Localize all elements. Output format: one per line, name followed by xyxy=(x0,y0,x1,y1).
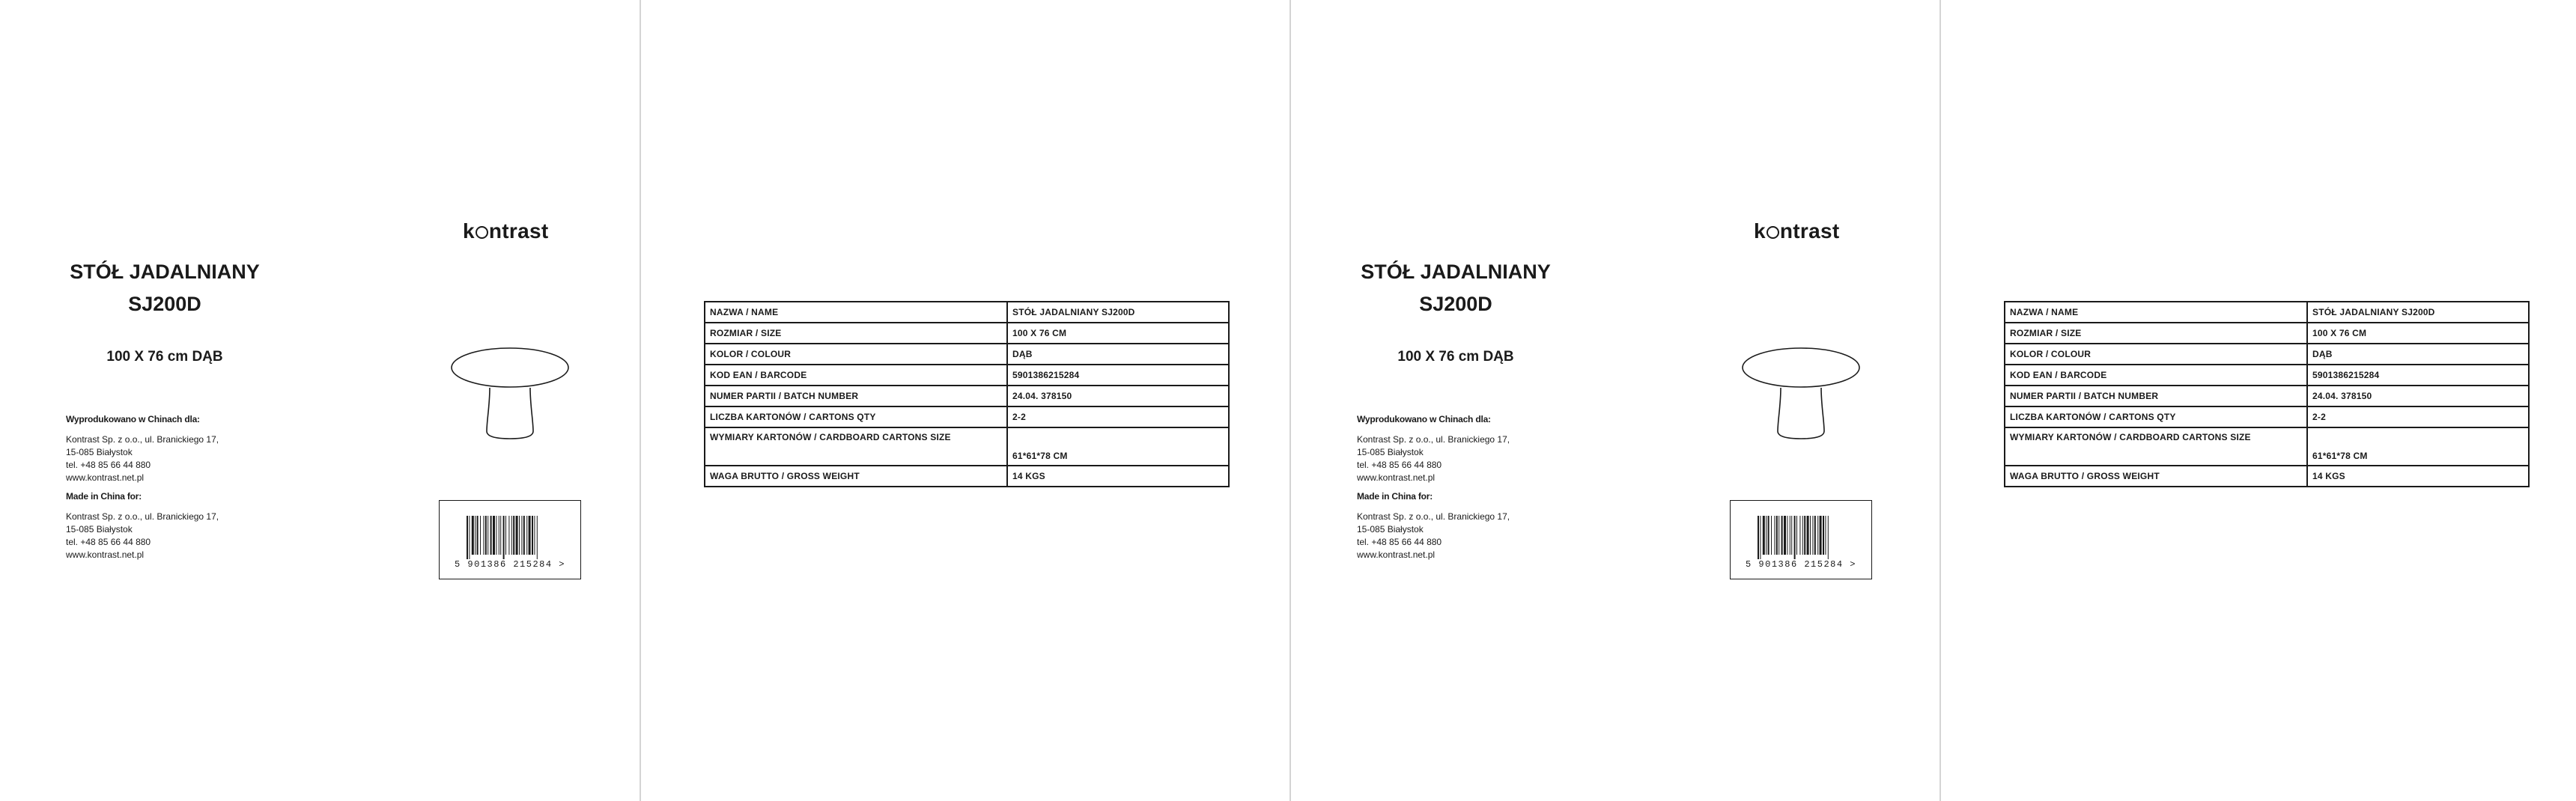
spec-value: 5901386215284 xyxy=(1007,365,1229,386)
table-row xyxy=(2005,466,2529,487)
address-line: www.kontrast.net.pl xyxy=(66,472,145,483)
spec-value: STÓŁ JADALNIANY SJ200D xyxy=(1007,302,1229,323)
spec-label: WYMIARY KARTONÓW / CARDBOARD CARTONS SIZE xyxy=(2005,427,2307,466)
front-label xyxy=(1291,0,1939,801)
spec-label: LICZBA KARTONÓW / CARTONS QTY xyxy=(705,406,1007,427)
spec-value: 2-2 xyxy=(2307,406,2529,427)
spec-label: NUMER PARTII / BATCH NUMBER xyxy=(2005,386,2307,406)
spec-panel-right xyxy=(1941,0,2576,801)
brand-logo: k ntrast xyxy=(463,219,549,243)
spec-value: 61*61*78 CM xyxy=(1007,427,1229,466)
barcode xyxy=(1730,500,1872,579)
spec-label: ROZMIAR / SIZE xyxy=(2005,323,2307,344)
spec-value: 100 X 76 CM xyxy=(2307,323,2529,344)
spec-table xyxy=(704,301,1230,487)
spec-label: WYMIARY KARTONÓW / CARDBOARD CARTONS SIZE xyxy=(705,427,1007,466)
manufacturer-heading-pl: Wyprodukowano w Chinach dla: xyxy=(1357,414,1491,424)
barcode xyxy=(439,500,581,579)
spec-panel-left xyxy=(641,0,1289,801)
spec-label: KOLOR / COLOUR xyxy=(2005,344,2307,365)
table-row xyxy=(705,406,1229,427)
spec-label: NUMER PARTII / BATCH NUMBER xyxy=(705,386,1007,406)
round-table-icon xyxy=(448,346,572,443)
address-line: tel. +48 85 66 44 880 xyxy=(1357,537,1442,547)
product-title-line1: STÓŁ JADALNIANY xyxy=(70,261,260,283)
spec-label: KOD EAN / BARCODE xyxy=(2005,365,2307,386)
address-line: www.kontrast.net.pl xyxy=(66,549,145,560)
address-line: www.kontrast.net.pl xyxy=(1357,472,1436,483)
spec-value: STÓŁ JADALNIANY SJ200D xyxy=(2307,302,2529,323)
table-row xyxy=(2005,302,2529,323)
manufacturer-heading-en: Made in China for: xyxy=(1357,491,1433,502)
manufacturer-heading-pl: Wyprodukowano w Chinach dla: xyxy=(66,414,200,424)
product-title-line1: STÓŁ JADALNIANY xyxy=(1361,261,1551,283)
brand-logo: k ntrast xyxy=(1754,219,1840,243)
manufacturer-info xyxy=(1357,413,1604,567)
logo-circle-icon xyxy=(1767,226,1779,239)
spec-value: 14 KGS xyxy=(1007,466,1229,487)
front-panel-left xyxy=(0,0,640,801)
spec-value: 24.04. 378150 xyxy=(1007,386,1229,406)
manufacturer-address-pl xyxy=(66,433,313,484)
table-row xyxy=(2005,406,2529,427)
address-line: 15-085 Białystok xyxy=(66,447,133,457)
address-line: 15-085 Białystok xyxy=(66,524,133,534)
spec-label: NAZWA / NAME xyxy=(2005,302,2307,323)
product-title-line2: SJ200D xyxy=(1419,293,1492,315)
spec-value: 5901386215284 xyxy=(2307,365,2529,386)
table-row xyxy=(705,344,1229,365)
address-line: Kontrast Sp. z o.o., ul. Branickiego 17, xyxy=(66,434,219,445)
spec-value: 61*61*78 CM xyxy=(2307,427,2529,466)
product-dimensions: 100 X 76 cm DĄB xyxy=(1397,349,1514,365)
address-line: tel. +48 85 66 44 880 xyxy=(66,460,151,470)
table-row xyxy=(2005,427,2529,466)
table-row xyxy=(705,302,1229,323)
manufacturer-address-en xyxy=(1357,511,1604,561)
table-row xyxy=(2005,365,2529,386)
address-line: tel. +48 85 66 44 880 xyxy=(1357,460,1442,470)
spec-label: KOLOR / COLOUR xyxy=(705,344,1007,365)
spec-value: 14 KGS xyxy=(2307,466,2529,487)
address-line: tel. +48 85 66 44 880 xyxy=(66,537,151,547)
address-line: Kontrast Sp. z o.o., ul. Branickiego 17, xyxy=(1357,434,1510,445)
spec-label: WAGA BRUTTO / GROSS WEIGHT xyxy=(2005,466,2307,487)
spec-value: DĄB xyxy=(2307,344,2529,365)
spec-label: LICZBA KARTONÓW / CARTONS QTY xyxy=(2005,406,2307,427)
spec-label: WAGA BRUTTO / GROSS WEIGHT xyxy=(705,466,1007,487)
table-row xyxy=(705,365,1229,386)
address-line: Kontrast Sp. z o.o., ul. Branickiego 17, xyxy=(66,511,219,522)
table-row xyxy=(2005,386,2529,406)
barcode-digits: 5 901386 215284 > xyxy=(1746,559,1856,570)
address-line: www.kontrast.net.pl xyxy=(1357,549,1436,560)
table-row xyxy=(705,386,1229,406)
front-label xyxy=(0,0,640,801)
table-row xyxy=(2005,344,2529,365)
table-row xyxy=(705,466,1229,487)
barcode-digits: 5 901386 215284 > xyxy=(455,559,565,570)
table-row xyxy=(705,427,1229,466)
spec-value: 2-2 xyxy=(1007,406,1229,427)
table-row xyxy=(705,323,1229,344)
address-line: 15-085 Białystok xyxy=(1357,447,1424,457)
product-dimensions: 100 X 76 cm DĄB xyxy=(106,349,223,365)
manufacturer-heading-en: Made in China for: xyxy=(66,491,142,502)
table-row xyxy=(2005,323,2529,344)
spec-label: ROZMIAR / SIZE xyxy=(705,323,1007,344)
round-table-icon xyxy=(1739,346,1863,443)
address-line: Kontrast Sp. z o.o., ul. Branickiego 17, xyxy=(1357,511,1510,522)
spec-value: 24.04. 378150 xyxy=(2307,386,2529,406)
logo-circle-icon xyxy=(476,226,488,239)
address-line: 15-085 Białystok xyxy=(1357,524,1424,534)
manufacturer-address-pl xyxy=(1357,433,1604,484)
manufacturer-address-en xyxy=(66,511,313,561)
spec-value: DĄB xyxy=(1007,344,1229,365)
product-title-line2: SJ200D xyxy=(128,293,201,315)
spec-label: NAZWA / NAME xyxy=(705,302,1007,323)
manufacturer-info xyxy=(66,413,313,567)
spec-label: KOD EAN / BARCODE xyxy=(705,365,1007,386)
spec-value: 100 X 76 CM xyxy=(1007,323,1229,344)
front-panel-right xyxy=(1291,0,1939,801)
spec-table xyxy=(2004,301,2530,487)
